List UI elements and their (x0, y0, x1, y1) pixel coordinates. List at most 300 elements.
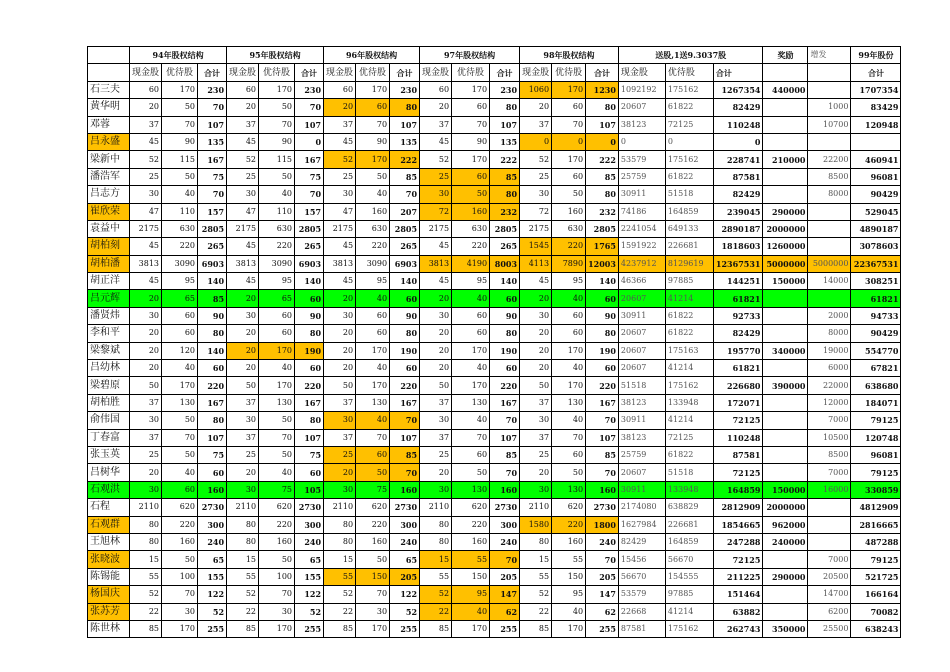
cell-total-98: 147 (586, 586, 619, 603)
cell-cash-96: 85 (324, 620, 356, 637)
cell-gift-total: 226680 (713, 377, 763, 394)
cell-total-94: 220 (198, 377, 227, 394)
cell-gift-cash: 56670 (618, 568, 665, 585)
cell-pref-95: 60 (259, 307, 295, 324)
cell-pref-97: 50 (452, 186, 490, 203)
shareholder-name: 石观群 (88, 516, 130, 533)
cell-cash-98: 50 (520, 377, 552, 394)
cell-gift-cash: 30911 (618, 481, 665, 498)
cell-total-99: 22367531 (851, 255, 901, 272)
cell-pref-94: 50 (162, 446, 198, 463)
cell-pref-98: 170 (552, 81, 586, 98)
cell-cash-96: 20 (324, 464, 356, 481)
cell-total-94: 65 (198, 551, 227, 568)
cell-total-95: 2805 (295, 220, 324, 237)
cell-cash-94: 52 (130, 586, 162, 603)
cell-issue: 5000000 (808, 255, 851, 272)
sub-pref-97: 优待股 (452, 64, 490, 81)
header-reward: 奖励 (763, 47, 808, 64)
cell-total-98: 1230 (586, 81, 619, 98)
shareholder-name: 吕永盛 (88, 133, 130, 150)
cell-cash-95: 52 (227, 151, 259, 168)
cell-gift-pref: 133948 (665, 481, 713, 498)
cell-total-95: 155 (295, 568, 324, 585)
cell-pref-96: 70 (356, 429, 390, 446)
cell-cash-97: 37 (420, 394, 452, 411)
cell-total-98: 80 (586, 99, 619, 116)
cell-gift-cash: 1092192 (618, 81, 665, 98)
cell-total-97: 2805 (490, 220, 520, 237)
cell-cash-96: 30 (324, 307, 356, 324)
cell-total-95: 122 (295, 586, 324, 603)
cell-gift-pref: 175162 (665, 81, 713, 98)
table-row (88, 412, 901, 429)
cell-total-96: 265 (390, 238, 420, 255)
cell-gift-total: 72125 (713, 412, 763, 429)
cell-pref-98: 40 (552, 603, 586, 620)
cell-total-99: 487288 (851, 533, 901, 550)
cell-total-94: 107 (198, 116, 227, 133)
cell-reward: 390000 (763, 377, 808, 394)
cell-total-94: 75 (198, 168, 227, 185)
cell-gift-total: 82429 (713, 99, 763, 116)
cell-total-99: 529045 (851, 203, 901, 220)
share-structure-table (87, 46, 901, 638)
cell-issue (808, 220, 851, 237)
cell-cash-95: 45 (227, 273, 259, 290)
cell-total-98: 70 (586, 464, 619, 481)
cell-cash-94: 20 (130, 290, 162, 307)
cell-cash-94: 80 (130, 516, 162, 533)
cell-total-98: 60 (586, 290, 619, 307)
cell-total-97: 190 (490, 342, 520, 359)
cell-total-99: 3078603 (851, 238, 901, 255)
cell-gift-pref: 61822 (665, 99, 713, 116)
cell-total-98: 2730 (586, 499, 619, 516)
cell-cash-96: 80 (324, 533, 356, 550)
cell-pref-97: 60 (452, 446, 490, 463)
shareholder-name: 梁新中 (88, 151, 130, 168)
cell-reward (763, 307, 808, 324)
cell-total-94: 60 (198, 360, 227, 377)
cell-issue: 6000 (808, 360, 851, 377)
cell-total-94: 2805 (198, 220, 227, 237)
cell-cash-95: 50 (227, 377, 259, 394)
cell-pref-98: 70 (552, 116, 586, 133)
cell-pref-96: 170 (356, 377, 390, 394)
table-row (88, 429, 901, 446)
cell-cash-98: 37 (520, 116, 552, 133)
cell-total-94: 140 (198, 342, 227, 359)
cell-total-99: 521725 (851, 568, 901, 585)
cell-pref-97: 170 (452, 151, 490, 168)
cell-total-96: 6903 (390, 255, 420, 272)
cell-pref-97: 160 (452, 533, 490, 550)
cell-pref-97: 60 (452, 307, 490, 324)
cell-issue (808, 81, 851, 98)
cell-pref-95: 170 (259, 342, 295, 359)
cell-pref-95: 170 (259, 81, 295, 98)
cell-total-97: 230 (490, 81, 520, 98)
cell-reward (763, 290, 808, 307)
cell-cash-97: 52 (420, 586, 452, 603)
cell-total-98: 240 (586, 533, 619, 550)
cell-cash-94: 3813 (130, 255, 162, 272)
cell-cash-98: 80 (520, 533, 552, 550)
cell-gift-total: 61821 (713, 290, 763, 307)
cell-cash-95: 60 (227, 81, 259, 98)
cell-pref-96: 40 (356, 186, 390, 203)
table-row (88, 603, 901, 620)
cell-pref-96: 95 (356, 273, 390, 290)
cell-gift-total: 172071 (713, 394, 763, 411)
table-row (88, 99, 901, 116)
cell-cash-95: 20 (227, 342, 259, 359)
cell-pref-96: 50 (356, 464, 390, 481)
cell-gift-cash: 74186 (618, 203, 665, 220)
cell-pref-97: 170 (452, 620, 490, 637)
cell-gift-cash: 82429 (618, 533, 665, 550)
cell-cash-96: 20 (324, 290, 356, 307)
cell-total-95: 70 (295, 99, 324, 116)
cell-gift-pref: 164859 (665, 203, 713, 220)
cell-total-95: 105 (295, 481, 324, 498)
cell-total-99: 4812909 (851, 499, 901, 516)
cell-pref-97: 40 (452, 360, 490, 377)
cell-pref-94: 90 (162, 133, 198, 150)
shareholder-name: 邓蓉 (88, 116, 130, 133)
cell-pref-97: 50 (452, 464, 490, 481)
shareholder-name: 石观洪 (88, 481, 130, 498)
cell-total-94: 70 (198, 186, 227, 203)
cell-cash-94: 20 (130, 342, 162, 359)
cell-pref-96: 130 (356, 394, 390, 411)
cell-pref-94: 3090 (162, 255, 198, 272)
cell-total-96: 85 (390, 446, 420, 463)
cell-gift-cash: 1627984 (618, 516, 665, 533)
cell-total-99: 184071 (851, 394, 901, 411)
cell-pref-98: 40 (552, 360, 586, 377)
cell-total-96: 85 (390, 168, 420, 185)
cell-gift-total: 12367531 (713, 255, 763, 272)
shareholder-name: 石程 (88, 499, 130, 516)
cell-total-99 (851, 133, 901, 150)
cell-cash-95: 30 (227, 481, 259, 498)
cell-gift-total: 82429 (713, 325, 763, 342)
cell-pref-97: 170 (452, 81, 490, 98)
cell-pref-97: 40 (452, 412, 490, 429)
cell-cash-94: 30 (130, 186, 162, 203)
shareholder-name: 吕幼林 (88, 360, 130, 377)
sub-cash-gift: 现金股 (618, 64, 665, 81)
table-row (88, 360, 901, 377)
cell-total-96: 2805 (390, 220, 420, 237)
cell-pref-98: 0 (552, 133, 586, 150)
cell-total-95: 300 (295, 516, 324, 533)
cell-cash-95: 20 (227, 290, 259, 307)
cell-total-95: 265 (295, 238, 324, 255)
cell-gift-pref: 51518 (665, 464, 713, 481)
cell-pref-97: 95 (452, 586, 490, 603)
cell-total-98: 107 (586, 116, 619, 133)
table-row (88, 151, 901, 168)
cell-total-98: 1800 (586, 516, 619, 533)
sub-total-99: 合计 (851, 64, 901, 81)
cell-cash-94: 37 (130, 116, 162, 133)
cell-cash-96: 37 (324, 429, 356, 446)
cell-gift-total: 247288 (713, 533, 763, 550)
cell-total-96: 2730 (390, 499, 420, 516)
cell-pref-95: 115 (259, 151, 295, 168)
cell-cash-94: 85 (130, 620, 162, 637)
cell-pref-95: 70 (259, 586, 295, 603)
cell-total-98: 190 (586, 342, 619, 359)
cell-issue: 8000 (808, 325, 851, 342)
cell-pref-94: 70 (162, 586, 198, 603)
cell-gift-cash: 53579 (618, 151, 665, 168)
cell-total-97: 60 (490, 360, 520, 377)
cell-gift-total: 82429 (713, 186, 763, 203)
cell-gift-total: 1854665 (713, 516, 763, 533)
cell-total-99: 90429 (851, 186, 901, 203)
cell-issue: 14700 (808, 586, 851, 603)
cell-gift-cash: 22668 (618, 603, 665, 620)
cell-gift-pref: 72125 (665, 429, 713, 446)
shareholder-name: 潘浩军 (88, 168, 130, 185)
shareholder-name: 吕树华 (88, 464, 130, 481)
cell-total-94: 240 (198, 533, 227, 550)
cell-pref-96: 50 (356, 168, 390, 185)
cell-pref-97: 90 (452, 133, 490, 150)
cell-total-94: 122 (198, 586, 227, 603)
cell-total-99: 79125 (851, 412, 901, 429)
cell-pref-96: 170 (356, 151, 390, 168)
cell-issue (808, 290, 851, 307)
cell-cash-95: 20 (227, 360, 259, 377)
cell-issue: 2000 (808, 307, 851, 324)
cell-pref-98: 160 (552, 533, 586, 550)
cell-gift-total: 228741 (713, 151, 763, 168)
table-row (88, 586, 901, 603)
cell-reward: 5000000 (763, 255, 808, 272)
cell-gift-pref: 41214 (665, 412, 713, 429)
cell-cash-98: 2110 (520, 499, 552, 516)
cell-cash-94: 22 (130, 603, 162, 620)
cell-pref-96: 150 (356, 568, 390, 585)
cell-pref-98: 60 (552, 325, 586, 342)
cell-total-96: 140 (390, 273, 420, 290)
cell-total-97: 80 (490, 99, 520, 116)
cell-pref-98: 170 (552, 151, 586, 168)
sub-reward-blank (763, 64, 808, 81)
table-row (88, 168, 901, 185)
cell-total-98: 60 (586, 360, 619, 377)
cell-cash-98: 4113 (520, 255, 552, 272)
cell-gift-cash: 1591922 (618, 238, 665, 255)
cell-cash-97: 20 (420, 464, 452, 481)
cell-reward: 340000 (763, 342, 808, 359)
cell-pref-95: 70 (259, 116, 295, 133)
cell-pref-98: 130 (552, 481, 586, 498)
cell-cash-94: 25 (130, 446, 162, 463)
cell-pref-94: 70 (162, 116, 198, 133)
cell-issue: 8000 (808, 186, 851, 203)
cell-cash-97: 37 (420, 429, 452, 446)
cell-total-99: 330859 (851, 481, 901, 498)
cell-cash-98: 55 (520, 568, 552, 585)
cell-pref-96: 90 (356, 133, 390, 150)
cell-total-96: 240 (390, 533, 420, 550)
sub-pref-95: 优待股 (259, 64, 295, 81)
header-98: 98年股权结构 (520, 47, 619, 64)
cell-total-96: 107 (390, 429, 420, 446)
cell-cash-95: 25 (227, 168, 259, 185)
cell-cash-98: 0 (520, 133, 552, 150)
cell-total-95: 220 (295, 377, 324, 394)
cell-pref-96: 170 (356, 620, 390, 637)
shareholder-name: 李和平 (88, 325, 130, 342)
cell-pref-98: 55 (552, 551, 586, 568)
cell-gift-pref: 61822 (665, 307, 713, 324)
cell-total-98: 232 (586, 203, 619, 220)
cell-cash-98: 20 (520, 464, 552, 481)
table-row (88, 499, 901, 516)
cell-cash-97: 37 (420, 116, 452, 133)
cell-pref-97: 620 (452, 499, 490, 516)
cell-total-94: 80 (198, 325, 227, 342)
shareholder-name: 杨国庆 (88, 586, 130, 603)
cell-pref-97: 40 (452, 290, 490, 307)
cell-total-97: 80 (490, 325, 520, 342)
cell-issue: 8500 (808, 446, 851, 463)
cell-reward: 210000 (763, 151, 808, 168)
cell-total-95: 190 (295, 342, 324, 359)
cell-pref-97: 170 (452, 377, 490, 394)
cell-cash-95: 55 (227, 568, 259, 585)
cell-total-96: 107 (390, 116, 420, 133)
cell-issue: 16000 (808, 481, 851, 498)
cell-total-99: 120748 (851, 429, 901, 446)
cell-gift-pref: 226681 (665, 238, 713, 255)
cell-cash-94: 30 (130, 307, 162, 324)
cell-cash-95: 45 (227, 133, 259, 150)
cell-total-96: 80 (390, 325, 420, 342)
cell-gift-total: 61821 (713, 360, 763, 377)
corner-cell-2 (88, 64, 130, 81)
cell-total-95: 107 (295, 116, 324, 133)
shareholder-name: 石三夫 (88, 81, 130, 98)
cell-cash-95: 37 (227, 394, 259, 411)
cell-pref-95: 65 (259, 290, 295, 307)
table-row (88, 203, 901, 220)
cell-cash-97: 60 (420, 81, 452, 98)
cell-pref-97: 630 (452, 220, 490, 237)
cell-cash-98: 1580 (520, 516, 552, 533)
cell-total-94: 140 (198, 273, 227, 290)
cell-cash-94: 30 (130, 412, 162, 429)
cell-cash-96: 2175 (324, 220, 356, 237)
cell-cash-96: 15 (324, 551, 356, 568)
cell-cash-96: 25 (324, 446, 356, 463)
cell-total-96: 122 (390, 586, 420, 603)
cell-pref-96: 60 (356, 99, 390, 116)
cell-total-95: 75 (295, 168, 324, 185)
cell-total-95: 167 (295, 394, 324, 411)
cell-total-99: 2816665 (851, 516, 901, 533)
cell-total-97: 70 (490, 464, 520, 481)
cell-total-94: 80 (198, 412, 227, 429)
cell-total-95: 240 (295, 533, 324, 550)
cell-issue: 7000 (808, 412, 851, 429)
cell-cash-98: 20 (520, 342, 552, 359)
cell-total-97: 140 (490, 273, 520, 290)
cell-cash-97: 55 (420, 568, 452, 585)
cell-cash-94: 25 (130, 168, 162, 185)
cell-cash-95: 15 (227, 551, 259, 568)
cell-total-95: 0 (295, 133, 324, 150)
cell-pref-94: 50 (162, 551, 198, 568)
cell-cash-95: 25 (227, 446, 259, 463)
cell-gift-total: 87581 (713, 446, 763, 463)
cell-reward: 150000 (763, 273, 808, 290)
cell-total-95: 2730 (295, 499, 324, 516)
cell-pref-95: 100 (259, 568, 295, 585)
cell-pref-97: 4190 (452, 255, 490, 272)
cell-total-98: 167 (586, 394, 619, 411)
cell-cash-97: 80 (420, 516, 452, 533)
header-96: 96年股权结构 (324, 47, 420, 64)
cell-gift-total: 164859 (713, 481, 763, 498)
cell-cash-96: 45 (324, 238, 356, 255)
cell-total-95: 60 (295, 290, 324, 307)
cell-reward (763, 464, 808, 481)
shareholder-name: 黄华明 (88, 99, 130, 116)
cell-total-94: 75 (198, 446, 227, 463)
cell-cash-97: 30 (420, 412, 452, 429)
table-row (88, 325, 901, 342)
cell-total-97: 80 (490, 186, 520, 203)
cell-total-94: 135 (198, 133, 227, 150)
cell-cash-95: 2110 (227, 499, 259, 516)
cell-cash-94: 37 (130, 429, 162, 446)
cell-issue: 8500 (808, 168, 851, 185)
cell-pref-96: 60 (356, 325, 390, 342)
cell-total-97: 8003 (490, 255, 520, 272)
cell-pref-98: 170 (552, 620, 586, 637)
cell-pref-98: 95 (552, 273, 586, 290)
cell-cash-97: 25 (420, 168, 452, 185)
shareholder-name: 胡柏刻 (88, 238, 130, 255)
header-row-sub (88, 64, 901, 81)
cell-total-98: 70 (586, 551, 619, 568)
cell-cash-97: 30 (420, 186, 452, 203)
table-row (88, 464, 901, 481)
cell-issue: 1000 (808, 99, 851, 116)
cell-total-96: 70 (390, 186, 420, 203)
cell-cash-96: 22 (324, 603, 356, 620)
cell-gift-pref: 97885 (665, 586, 713, 603)
cell-gift-pref: 41214 (665, 360, 713, 377)
cell-pref-98: 60 (552, 307, 586, 324)
cell-cash-94: 45 (130, 133, 162, 150)
cell-reward: 440000 (763, 81, 808, 98)
cell-gift-pref: 164859 (665, 533, 713, 550)
cell-gift-total: 262743 (713, 620, 763, 637)
cell-pref-98: 40 (552, 290, 586, 307)
cell-cash-96: 45 (324, 273, 356, 290)
cell-total-98: 85 (586, 168, 619, 185)
cell-pref-95: 50 (259, 412, 295, 429)
